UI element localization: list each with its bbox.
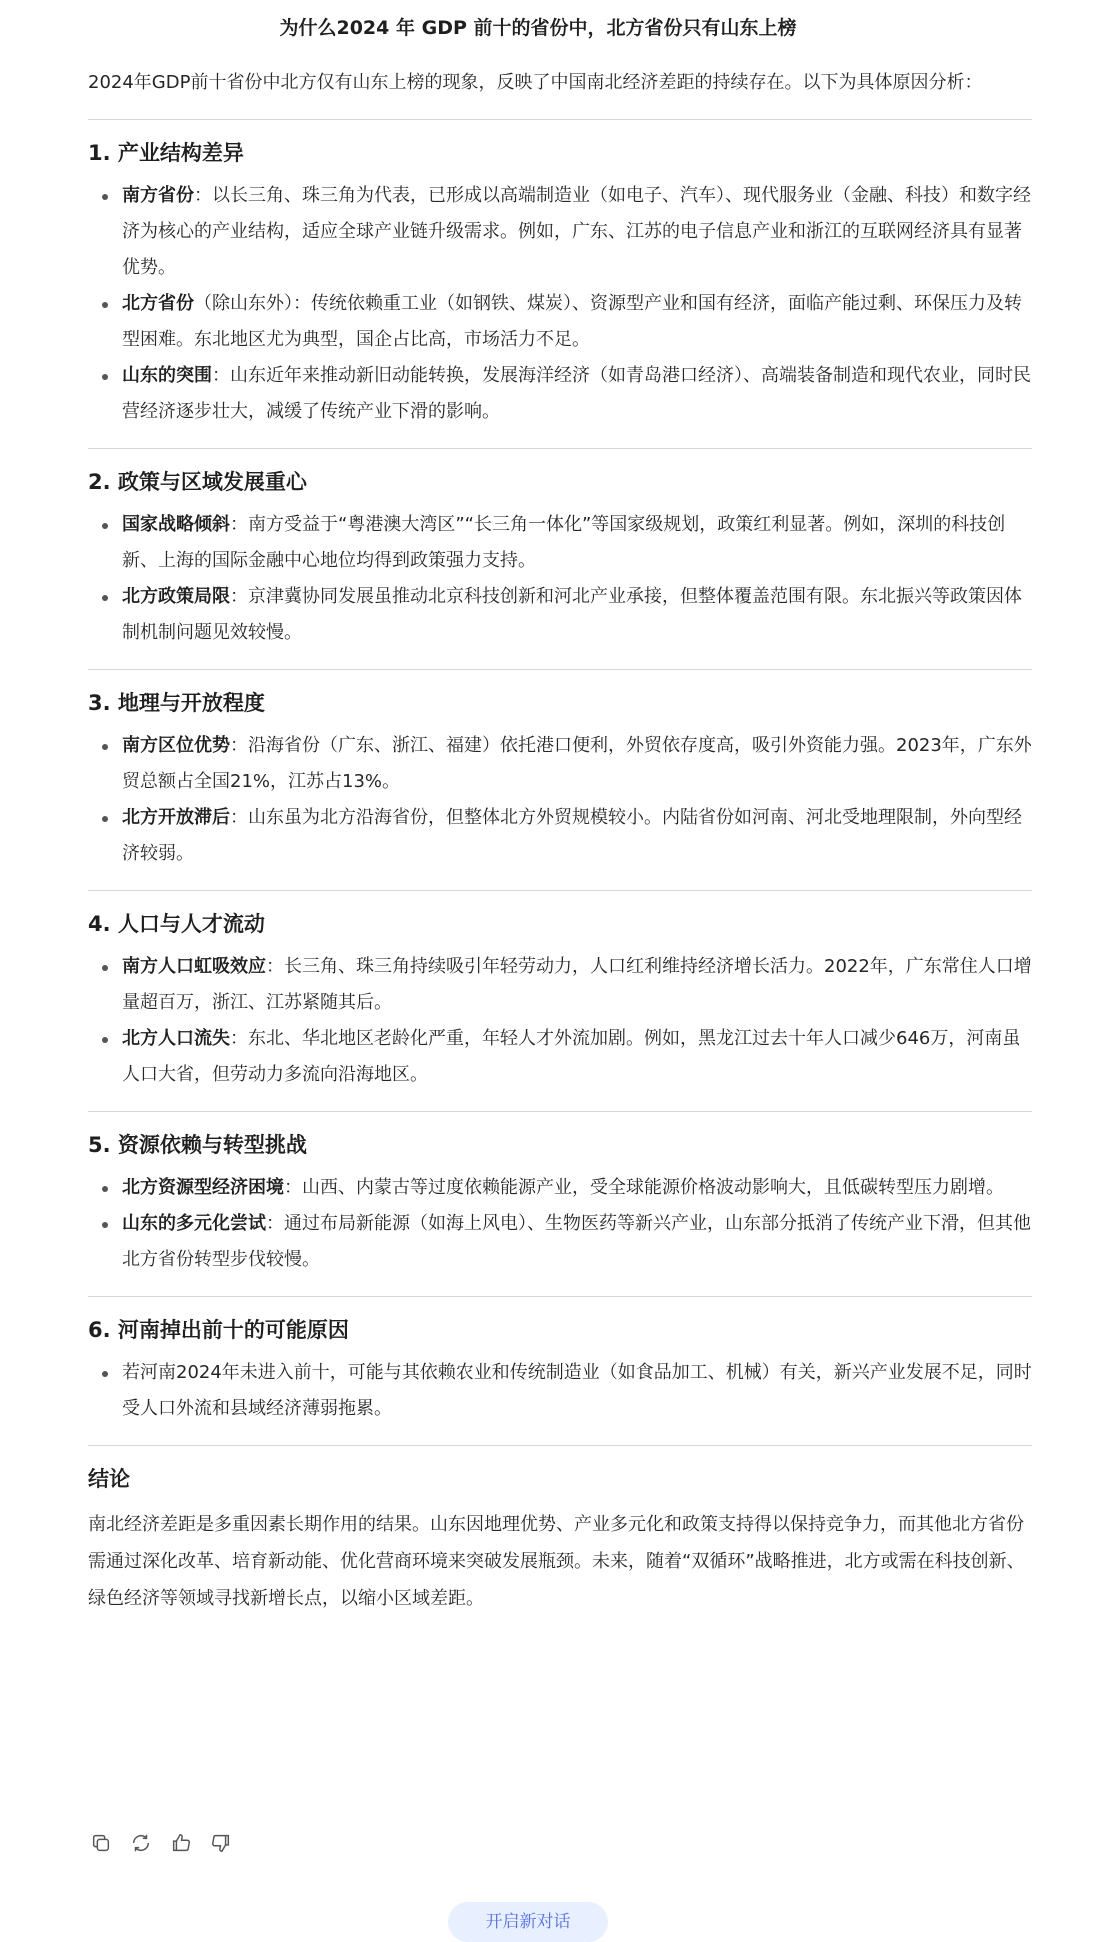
list-item (88, 1170, 1032, 1206)
list-item (88, 1355, 1032, 1427)
bullet-list (88, 507, 1032, 651)
bullet-list (88, 178, 1032, 430)
item-text: ：山东虽为北方沿海省份，但整体北方外贸规模较小。内陆省份如河南、河北受地理限制，外向型经济较弱。 (122, 807, 1022, 864)
section-divider (88, 1296, 1032, 1297)
item-keyword: 北方开放滞后 (122, 807, 230, 828)
item-text: ：山西、内蒙古等过度依赖能源产业，受全球能源价格波动影响大，且低碳转型压力剧增。 (284, 1177, 1004, 1198)
intro-paragraph: 2024年GDP前十省份中北方仅有山东上榜的现象，反映了中国南北经济差距的持续存在。以下为具体原因分析： (88, 72, 983, 93)
section-title: 1. 产业结构差异 (88, 141, 244, 165)
response-content (88, 64, 1032, 1617)
item-text: ：京津冀协同发展虽推动北京科技创新和河北产业承接，但整体覆盖范围有限。东北振兴等政策因体制机制问题见效较慢。 (122, 586, 1022, 643)
item-keyword: 北方政策局限 (122, 586, 230, 607)
item-keyword: 山东的多元化尝试 (122, 1213, 266, 1234)
bullet-list (88, 728, 1032, 872)
section-6 (88, 1315, 1032, 1427)
section-2 (88, 467, 1032, 651)
copy-icon (90, 1832, 112, 1854)
section-divider (88, 1111, 1032, 1112)
item-keyword: 北方省份 (122, 293, 194, 314)
section-5 (88, 1130, 1032, 1278)
item-text: ：以长三角、珠三角为代表，已形成以高端制造业（如电子、汽车）、现代服务业（金融、科技）和数字经济为核心的产业结构，适应全球产业链升级需求。例如，广东、江苏的电子信息产业和浙江的互联网经济具有显著优势。 (122, 185, 1031, 278)
item-text: ：通过布局新能源（如海上风电）、生物医药等新兴产业，山东部分抵消了传统产业下滑，但其他北方省份转型步伐较慢。 (122, 1213, 1031, 1270)
conclusion-title: 结论 (88, 1467, 130, 1491)
item-text: ：长三角、珠三角持续吸引年轻劳动力，人口红利维持经济增长活力。2022年，广东常住人口增量超百万，浙江、江苏紧随其后。 (122, 956, 1032, 1013)
section-1 (88, 138, 1032, 430)
item-text: ：南方受益于“粤港澳大湾区”“长三角一体化”等国家级规划，政策红利显著。例如，深圳的科技创新、上海的国际金融中心地位均得到政策强力支持。 (122, 514, 1006, 571)
regenerate-button[interactable] (128, 1830, 154, 1856)
item-keyword: 北方人口流失 (122, 1028, 230, 1049)
item-text: ：沿海省份（广东、浙江、福建）依托港口便利，外贸依存度高，吸引外资能力强。2023年，广东外贸总额占全国21%，江苏占13%。 (122, 735, 1032, 792)
section-4 (88, 909, 1032, 1093)
list-item (88, 579, 1032, 651)
item-text: ：东北、华北地区老龄化严重，年轻人才外流加剧。例如，黑龙江过去十年人口减少646万，河南虽人口大省，但劳动力多流向沿海地区。 (122, 1028, 1021, 1085)
conclusion-text: 南北经济差距是多重因素长期作用的结果。山东因地理优势、产业多元化和政策支持得以保持竞争力，而其他北方省份需通过深化改革、培育新动能、优化营商环境来突破发展瓶颈。未来，随着“双循环”战略推进，北方或需在科技创新、绿色经济等领域寻找新增长点，以缩小区域差距。 (88, 1514, 1025, 1609)
section-title: 4. 人口与人才流动 (88, 912, 265, 936)
bullet-list (88, 949, 1032, 1093)
section-title: 2. 政策与区域发展重心 (88, 470, 307, 494)
bullet-list (88, 1170, 1032, 1278)
section-divider (88, 119, 1032, 120)
conclusion-section (88, 1464, 1032, 1617)
thumbs-up-icon (170, 1832, 192, 1854)
list-item (88, 358, 1032, 430)
section-title: 6. 河南掉出前十的可能原因 (88, 1318, 349, 1342)
response-toolbar (88, 1830, 234, 1858)
item-text: （除山东外）：传统依赖重工业（如钢铁、煤炭）、资源型产业和国有经济，面临产能过剩、环保压力及转型困难。东北地区尤为典型，国企占比高，市场活力不足。 (122, 293, 1022, 350)
list-item (88, 1206, 1032, 1278)
list-item (88, 178, 1032, 286)
item-keyword: 国家战略倾斜 (122, 514, 230, 535)
bullet-list (88, 1355, 1032, 1427)
list-item (88, 728, 1032, 800)
item-text: 若河南2024年未进入前十，可能与其依赖农业和传统制造业（如食品加工、机械）有关，新兴产业发展不足，同时受人口外流和县域经济薄弱拖累。 (122, 1362, 1032, 1419)
section-title: 5. 资源依赖与转型挑战 (88, 1133, 307, 1157)
section-divider (88, 1445, 1032, 1446)
list-item (88, 800, 1032, 872)
section-3 (88, 688, 1032, 872)
like-button[interactable] (168, 1830, 194, 1856)
item-keyword: 山东的突围 (122, 365, 212, 386)
item-text: ：山东近年来推动新旧动能转换，发展海洋经济（如青岛港口经济）、高端装备制造和现代农业，同时民营经济逐步壮大，减缓了传统产业下滑的影响。 (122, 365, 1031, 422)
list-item (88, 286, 1032, 358)
item-keyword: 北方资源型经济困境 (122, 1177, 284, 1198)
dislike-button[interactable] (208, 1830, 234, 1856)
copy-button[interactable] (88, 1830, 114, 1856)
item-keyword: 南方区位优势 (122, 735, 230, 756)
list-item (88, 949, 1032, 1021)
section-divider (88, 890, 1032, 891)
section-title: 3. 地理与开放程度 (88, 691, 265, 715)
item-keyword: 南方人口虹吸效应 (122, 956, 266, 977)
regenerate-icon (130, 1832, 152, 1854)
section-divider (88, 669, 1032, 670)
list-item (88, 1021, 1032, 1093)
list-item (88, 507, 1032, 579)
thumbs-down-icon (210, 1832, 232, 1854)
page-title: 为什么2024 年 GDP 前十的省份中，北方省份只有山东上榜 (279, 17, 797, 39)
sections-container (88, 119, 1032, 1446)
section-divider (88, 448, 1032, 449)
item-keyword: 南方省份 (122, 185, 194, 206)
new-chat-button[interactable]: 开启新对话 (448, 1902, 608, 1942)
